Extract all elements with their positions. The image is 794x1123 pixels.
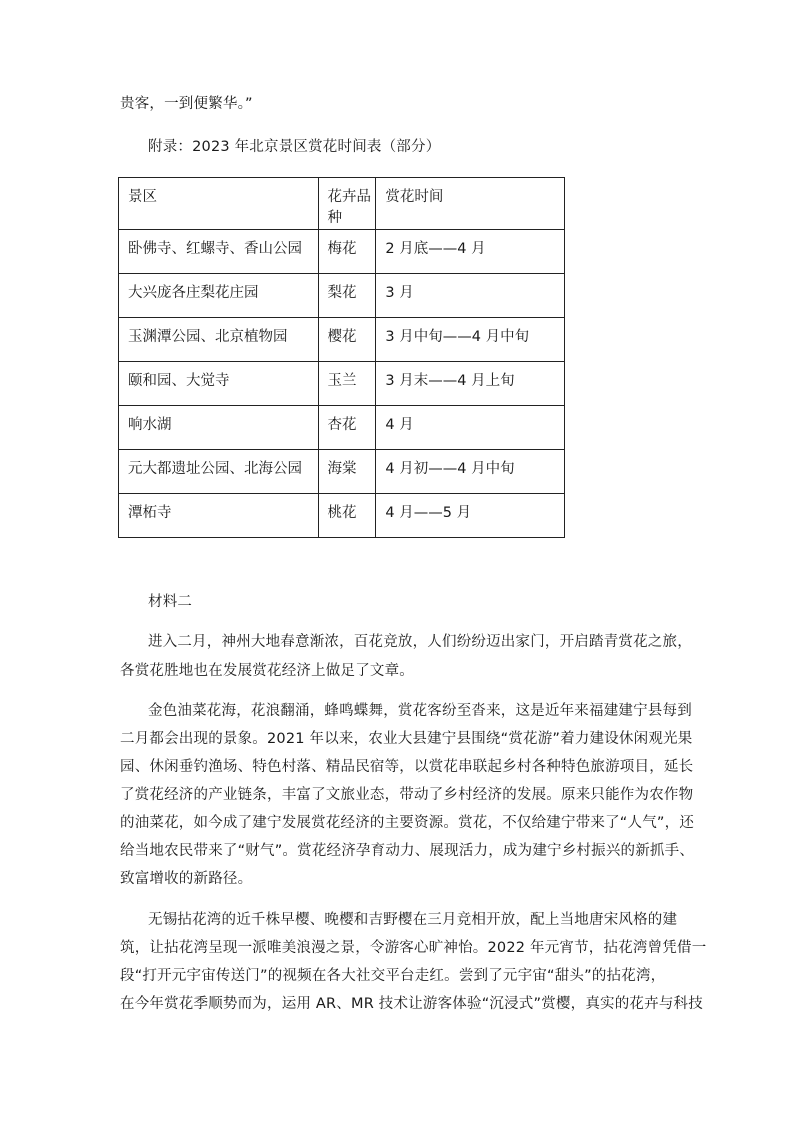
- table-row: [119, 450, 565, 494]
- table-row: [119, 362, 565, 406]
- table-cell-time: 4 月初——4 月中旬: [376, 450, 565, 494]
- paragraph-line: 无锡拈花湾的近千株早樱、晚樱和吉野樱在三月竞相开放，配上当地唐宋风格的建: [148, 912, 678, 928]
- table-cell-time: 3 月: [376, 274, 565, 318]
- paragraph-line: 二月都会出现的景象。2021 年以来，农业大县建宁县围绕“赏花游”着力建设休闲观光果: [120, 731, 693, 747]
- table-cell-flower: 梨花: [318, 274, 376, 318]
- paragraph-line: 筑，让拈花湾呈现一派唯美浪漫之景，令游客心旷神怡。2022 年元宵节，拈花湾曾凭借一: [120, 940, 707, 956]
- table-cell-area: 大兴庞各庄梨花庄园: [119, 274, 319, 318]
- paragraph-line: 在今年赏花季顺势而为，运用 AR、MR 技术让游客体验“沉浸式”赏樱，真实的花卉与科技: [120, 996, 703, 1012]
- paragraph-line: 的油菜花，如今成了建宁发展赏花经济的主要资源。赏花，不仅给建宁带来了“人气”，还: [120, 815, 695, 831]
- table-cell-area: 颐和园、大觉寺: [119, 362, 319, 406]
- paragraph-line: 进入二月，神州大地春意渐浓，百花竞放，人们纷纷迈出家门，开启踏青赏花之旅，: [148, 634, 692, 650]
- table-cell-flower: 桃花: [318, 494, 376, 538]
- appendix-title: 附录：2023 年北京景区赏花时间表（部分）: [148, 139, 441, 155]
- paragraph-line: 了赏花经济的产业链条，丰富了文旅业态，带动了乡村经济的发展。原来只能作为农作物: [120, 787, 694, 803]
- paragraph-line: 致富增收的新路径。: [120, 871, 253, 887]
- section-title: 材料二: [148, 594, 193, 610]
- table-cell-time: 4 月——5 月: [376, 494, 565, 538]
- table-row: [119, 274, 565, 318]
- table-cell-area: 卧佛寺、红螺寺、香山公园: [119, 230, 319, 274]
- paragraph-line: 段“打开元宇宙传送门”的视频在各大社交平台走红。尝到了元宇宙“甜头”的拈花湾，: [120, 968, 666, 984]
- paragraph-line: 金色油菜花海，花浪翻涌，蜂鸣蝶舞，赏花客纷至沓来，这是近年来福建建宁县每到: [148, 703, 692, 719]
- table-cell-flower: 梅花: [318, 230, 376, 274]
- table-cell-flower: 玉兰: [318, 362, 376, 406]
- table-cell-flower: 杏花: [318, 406, 376, 450]
- table-header-cell: 景区: [119, 178, 319, 230]
- table-header-cell: 赏花时间: [376, 178, 565, 230]
- table-cell-area: 潭柘寺: [119, 494, 319, 538]
- table-cell-time: 3 月中旬——4 月中旬: [376, 318, 565, 362]
- table-header-row: [119, 178, 565, 230]
- paragraph-line: 园、休闲垂钓渔场、特色村落、精品民宿等，以赏花串联起乡村各种特色旅游项目，延长: [120, 759, 694, 775]
- table-header-cell: 花卉品种: [318, 178, 376, 230]
- table-row: [119, 230, 565, 274]
- paragraph-line: 给当地农民带来了“财气”。赏花经济孕育动力、展现活力，成为建宁乡村振兴的新抓手、: [120, 843, 695, 859]
- table-cell-time: 3 月末——4 月上旬: [376, 362, 565, 406]
- table-cell-time: 4 月: [376, 406, 565, 450]
- table-cell-flower: 海棠: [318, 450, 376, 494]
- table-row: [119, 318, 565, 362]
- flower-schedule-table: [118, 177, 565, 538]
- paragraph-line: 各赏花胜地也在发展赏花经济上做足了文章。: [120, 663, 414, 679]
- table-cell-time: 2 月底——4 月: [376, 230, 565, 274]
- table-cell-area: 元大都遗址公园、北海公园: [119, 450, 319, 494]
- table-cell-area: 玉渊潭公园、北京植物园: [119, 318, 319, 362]
- table-cell-flower: 樱花: [318, 318, 376, 362]
- table-cell-area: 响水湖: [119, 406, 319, 450]
- table-row: [119, 494, 565, 538]
- intro-tail-text: 贵客，一到便繁华。”: [120, 96, 253, 112]
- table-row: [119, 406, 565, 450]
